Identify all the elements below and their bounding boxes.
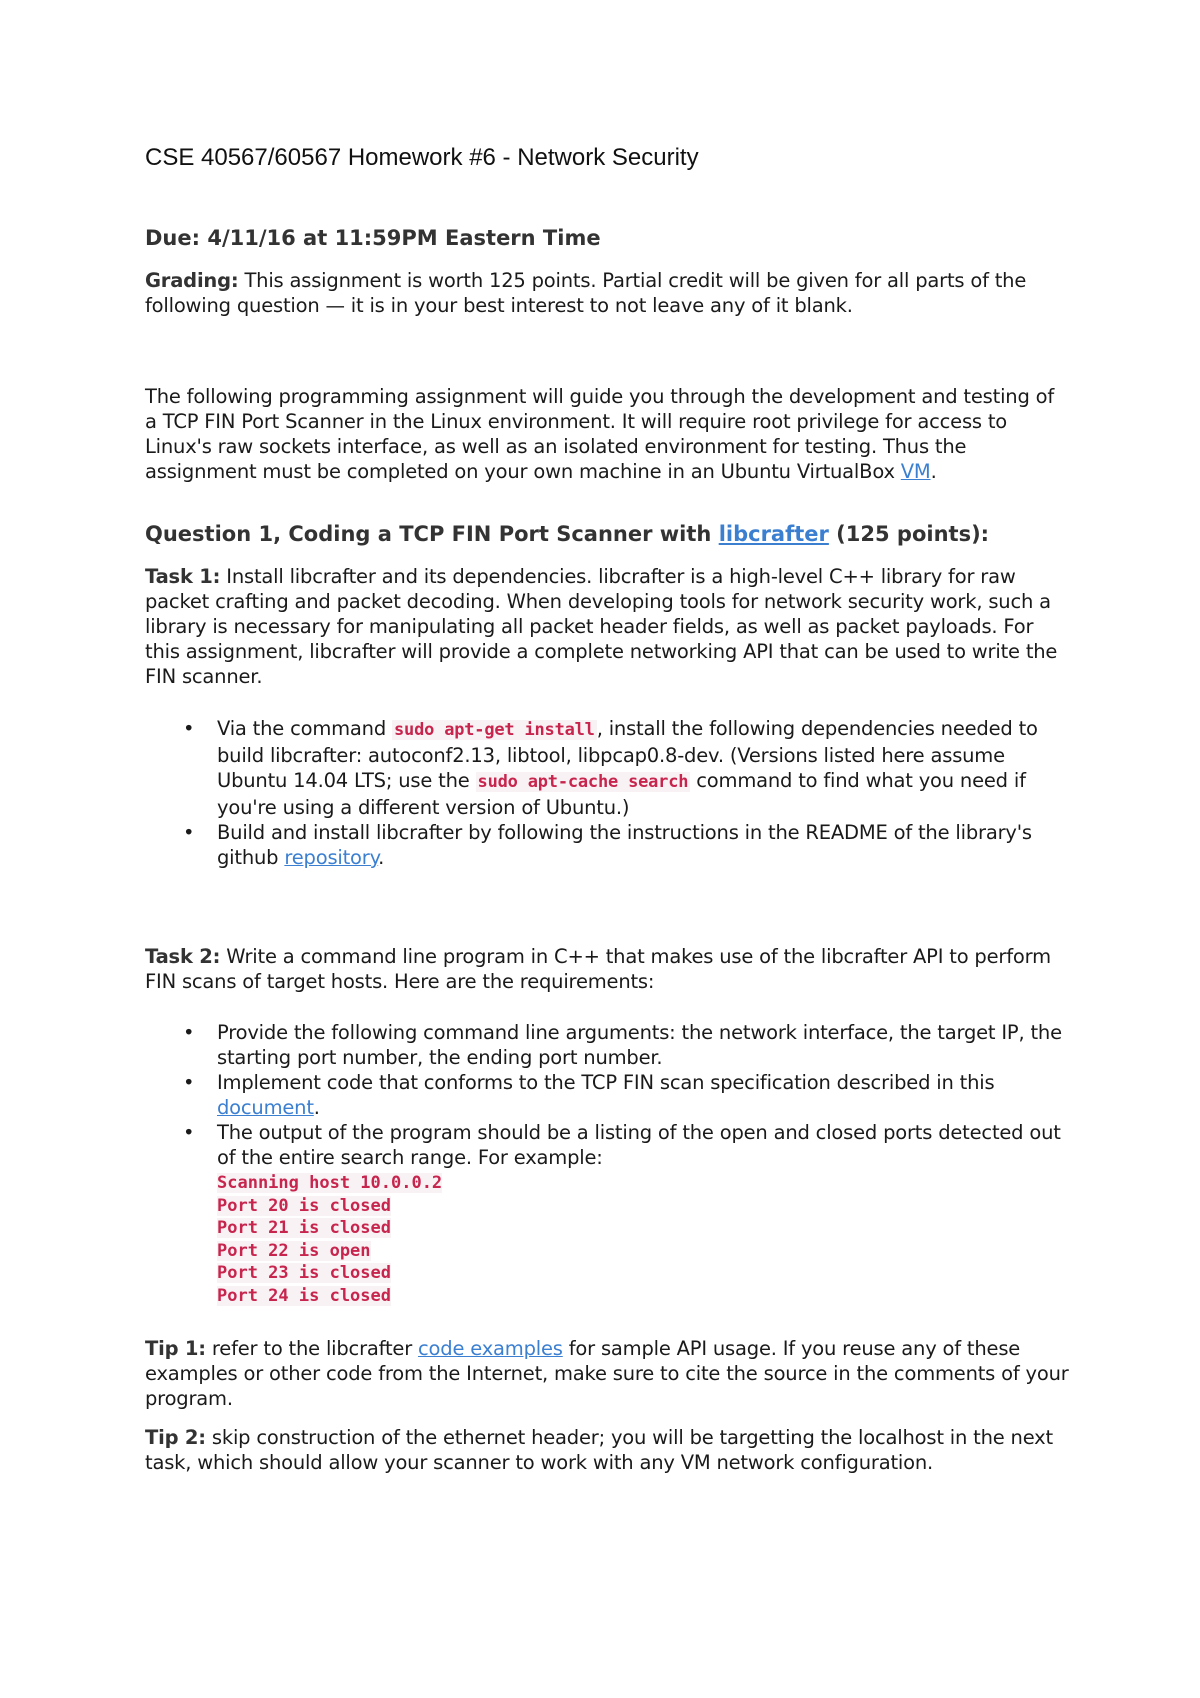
- bullet-text: .: [378, 846, 385, 869]
- libcrafter-link[interactable]: libcrafter: [718, 522, 829, 546]
- output-line: Port 23 is closed: [217, 1263, 391, 1283]
- bullet-text: , install the following dependencies needed to build libcrafter: autoconf2.13, libtool, libpcap0.8-dev. (Versions listed here assume Ubuntu 14.04 LTS; use the: [217, 717, 1038, 792]
- vm-link[interactable]: VM: [900, 460, 931, 483]
- task1-text: Install libcrafter and its dependencies. libcrafter is a high-level C++ library for raw packet crafting and packet decoding. When developing tools for network security work, such a library is necessary for manipulating all packet header fields, as well as packet payloads. For this assignment, libcrafter will provide a complete networking API that can be used to write the FIN scanner.: [145, 565, 1058, 688]
- output-line: Port 20 is closed: [217, 1195, 391, 1216]
- task2-label: Task 2:: [145, 945, 221, 968]
- question-heading: [145, 522, 1070, 546]
- grading-paragraph: [145, 268, 1070, 318]
- bullet-icon: •: [183, 821, 195, 844]
- bullet-icon: •: [183, 1021, 195, 1044]
- code-apt-cache-search: sudo apt-cache search: [477, 772, 689, 792]
- task1-paragraph: [145, 564, 1070, 689]
- bullet-text: Provide the following command line arguments: the network interface, the target IP, the starting port number, the ending port number.: [217, 1021, 1062, 1069]
- task2-paragraph: [145, 944, 1070, 994]
- due-date: Due: 4/11/16 at 11:59PM Eastern Time: [145, 226, 601, 250]
- bullet-icon: •: [183, 717, 195, 740]
- list-item: [145, 1120, 1070, 1170]
- code-examples-link[interactable]: code examples: [418, 1337, 563, 1360]
- tip1-paragraph: [145, 1336, 1070, 1411]
- repository-link[interactable]: repository: [284, 846, 379, 869]
- output-line: Port 22 is open: [217, 1240, 371, 1261]
- tip1-label: Tip 1:: [145, 1337, 206, 1360]
- code-apt-get-install: sudo apt-get install: [394, 720, 595, 740]
- tip2-text: skip construction of the ethernet header; you will be targetting the localhost in the next task, which should allow your scanner to work with any VM network configuration.: [145, 1426, 1053, 1474]
- tip1-text: refer to the libcrafter: [205, 1337, 419, 1360]
- bullet-text: Build and install libcrafter by following the instructions in the README of the library's github: [217, 821, 1032, 869]
- list-item: [145, 1070, 1070, 1120]
- intro-tail: .: [930, 460, 937, 483]
- bullet-icon: •: [183, 1121, 195, 1144]
- list-item: [145, 1020, 1070, 1070]
- list-item: [145, 716, 1070, 820]
- list-item: [145, 820, 1070, 870]
- intro-text: The following programming assignment will guide you through the development and testing of a TCP FIN Port Scanner in the Linux environment. It will require root privilege for access to Linux's raw sockets interface, as well as an isolated environment for testing. Thus the assignment must be completed on your own machine in an Ubuntu VirtualBox: [145, 385, 1055, 483]
- bullet-text: Via the command: [217, 717, 393, 740]
- bullet-text: Implement code that conforms to the TCP FIN scan specification described in this: [217, 1071, 995, 1094]
- tip2-label: Tip 2:: [145, 1426, 206, 1449]
- bullet-text: The output of the program should be a listing of the open and closed ports detected out of the entire search range. For example:: [217, 1121, 1061, 1169]
- tip2-paragraph: [145, 1425, 1070, 1475]
- bullet-icon: •: [183, 1071, 195, 1094]
- task2-text: Write a command line program in C++ that makes use of the libcrafter API to perform FIN scans of target hosts. Here are the requirements:: [145, 945, 1051, 993]
- output-line: Port 24 is closed: [217, 1285, 391, 1306]
- question-suffix: (125 points):: [828, 522, 990, 546]
- intro-paragraph: [145, 384, 1070, 484]
- page-title: CSE 40567/60567 Homework #6 - Network Security: [145, 144, 699, 171]
- tip1-text: for sample API usage. If you reuse any of these examples or other code from the Internet, make sure to cite the source in the comments of your program.: [145, 1337, 1069, 1410]
- question-prefix: Question 1, Coding a TCP FIN Port Scanner with: [145, 522, 719, 546]
- bullet-text: command to find what you need if you're using a different version of Ubuntu.): [217, 769, 1026, 819]
- task1-label: Task 1:: [145, 565, 221, 588]
- output-line: Scanning host 10.0.0.2: [217, 1173, 443, 1193]
- task1-bullet-list: [145, 716, 1070, 870]
- task2-bullet-list: [145, 1020, 1070, 1170]
- output-line: Port 21 is closed: [217, 1218, 391, 1238]
- grading-text: This assignment is worth 125 points. Partial credit will be given for all parts of the following question — it is in your best interest to not leave any of it blank.: [145, 269, 1027, 317]
- example-output: [145, 1172, 1142, 1307]
- document-link[interactable]: document: [217, 1096, 314, 1119]
- bullet-text: .: [313, 1096, 320, 1119]
- grading-label: Grading:: [145, 269, 239, 292]
